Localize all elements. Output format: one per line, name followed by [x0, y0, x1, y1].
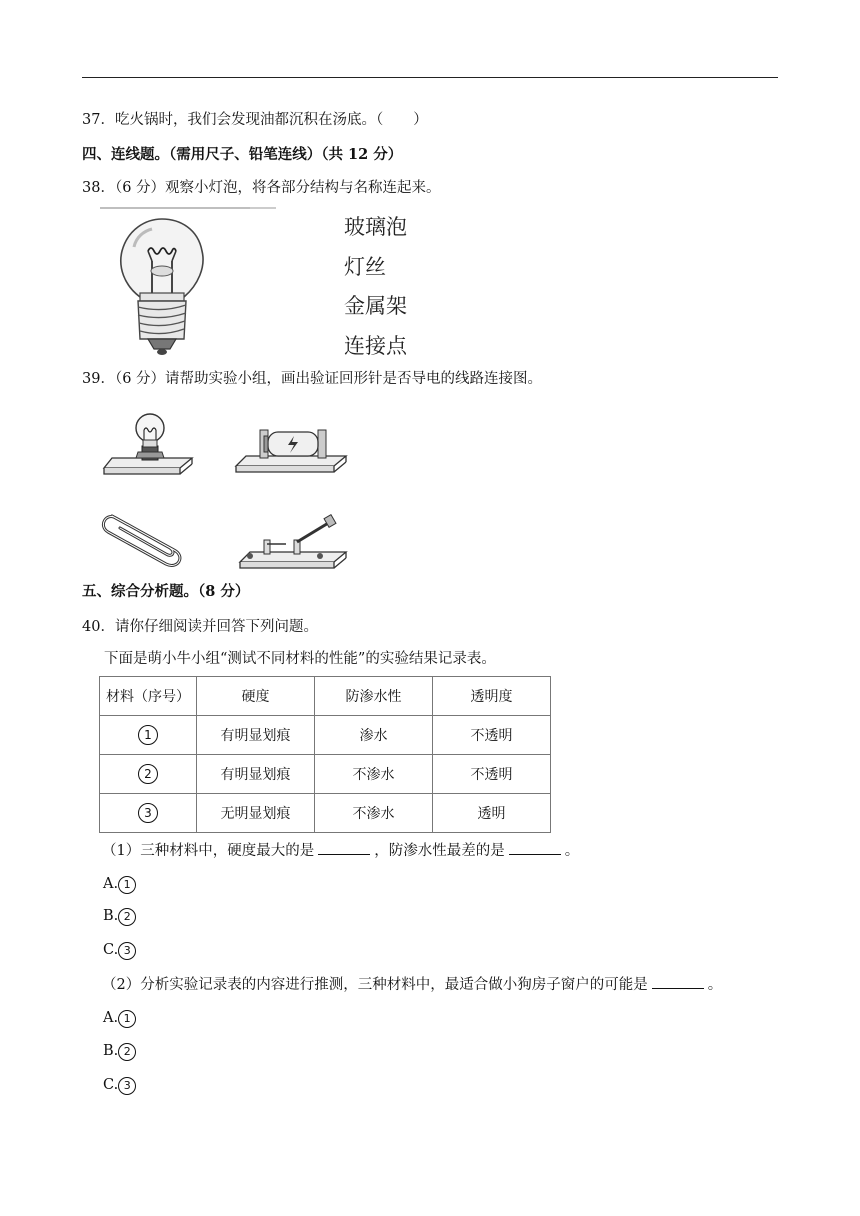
question-37-text: 37．吃火锅时，我们会发现油都沉积在汤底。（	[82, 112, 384, 128]
option-c[interactable]	[103, 940, 136, 960]
question-37	[82, 110, 428, 130]
option-b[interactable]	[103, 906, 136, 926]
label-metal-frame: 金属架	[344, 294, 407, 318]
table-intro: 下面是萌小牛小组“测试不同材料的性能”的实验结果记录表。	[104, 651, 496, 667]
label-filament: 灯丝	[344, 254, 386, 279]
option-letter: A.	[103, 876, 119, 892]
option-number: 1	[118, 876, 136, 894]
table-cell: 不透明	[433, 716, 551, 755]
table-cell-material: 3	[100, 794, 197, 833]
sub-question-2-end: 。	[707, 977, 723, 993]
section-5-title: 五、综合分析题。（8 分）	[82, 583, 250, 600]
table-cell: 不渗水	[315, 794, 433, 833]
table-header-row	[100, 677, 551, 716]
option-number: 2	[118, 908, 136, 926]
label-glass-bulb: 玻璃泡	[344, 215, 407, 239]
light-bulb-figure	[100, 205, 280, 357]
option-number: 3	[118, 1077, 136, 1095]
bulb-part-names	[344, 208, 407, 366]
table-cell: 渗水	[315, 716, 433, 755]
sub-question-1	[102, 840, 579, 861]
answer-blank-1[interactable]	[318, 840, 370, 855]
option-b[interactable]	[103, 1041, 136, 1061]
sub-question-1-end: 。	[564, 843, 580, 859]
option-a[interactable]	[103, 874, 136, 894]
option-number: 2	[118, 1043, 136, 1061]
table-cell: 不渗水	[315, 755, 433, 794]
sub-question-1-text-b: ，防渗水性最差的是	[374, 843, 505, 859]
option-letter: C.	[103, 942, 119, 958]
table-row	[100, 794, 551, 833]
option-c[interactable]	[103, 1075, 136, 1095]
option-letter: A.	[103, 1010, 119, 1026]
battery-on-holder-figure	[234, 426, 350, 478]
answer-blank-2[interactable]	[509, 840, 561, 855]
table-cell: 有明显划痕	[197, 755, 315, 794]
paper-clip-figure	[98, 508, 188, 568]
option-letter: B.	[103, 908, 119, 924]
question-39: 39．（6 分）请帮助实验小组，画出验证回形针是否导电的线路连接图。	[82, 371, 543, 387]
results-table	[99, 676, 551, 833]
section-4-title: 四、连线题。（需用尺子、铅笔连线）（共 12 分）	[82, 146, 403, 163]
sub-question-2-text: （2）分析实验记录表的内容进行推测，三种材料中，最适合做小狗房子窗户的可能是	[102, 977, 648, 993]
bulb-on-holder-figure	[100, 406, 198, 478]
table-cell: 无明显划痕	[197, 794, 315, 833]
table-cell: 透明	[433, 794, 551, 833]
question-37-close: ）	[413, 112, 428, 128]
option-number: 1	[118, 1010, 136, 1028]
table-cell: 不透明	[433, 755, 551, 794]
table-header-cell: 材料（序号）	[100, 677, 197, 716]
option-a[interactable]	[103, 1008, 136, 1028]
sub-question-1-text: （1）三种材料中，硬度最大的是	[102, 843, 315, 859]
knife-switch-figure	[238, 514, 350, 574]
question-40: 40．请你仔细阅读并回答下列问题。	[82, 619, 318, 635]
table-cell: 有明显划痕	[197, 716, 315, 755]
table-header-cell: 透明度	[433, 677, 551, 716]
option-letter: B.	[103, 1043, 119, 1059]
table-header-cell: 防渗水性	[315, 677, 433, 716]
table-cell-material: 2	[100, 755, 197, 794]
label-contact-point: 连接点	[344, 333, 407, 358]
table-row	[100, 755, 551, 794]
option-number: 3	[118, 942, 136, 960]
sub-question-2	[102, 974, 722, 995]
table-header-cell: 硬度	[197, 677, 315, 716]
option-letter: C.	[103, 1077, 119, 1093]
question-38: 38．（6 分）观察小灯泡，将各部分结构与名称连起来。	[82, 180, 441, 196]
answer-blank-3[interactable]	[652, 974, 704, 989]
table-row	[100, 716, 551, 755]
table-cell-material: 1	[100, 716, 197, 755]
header-rule	[82, 77, 778, 78]
